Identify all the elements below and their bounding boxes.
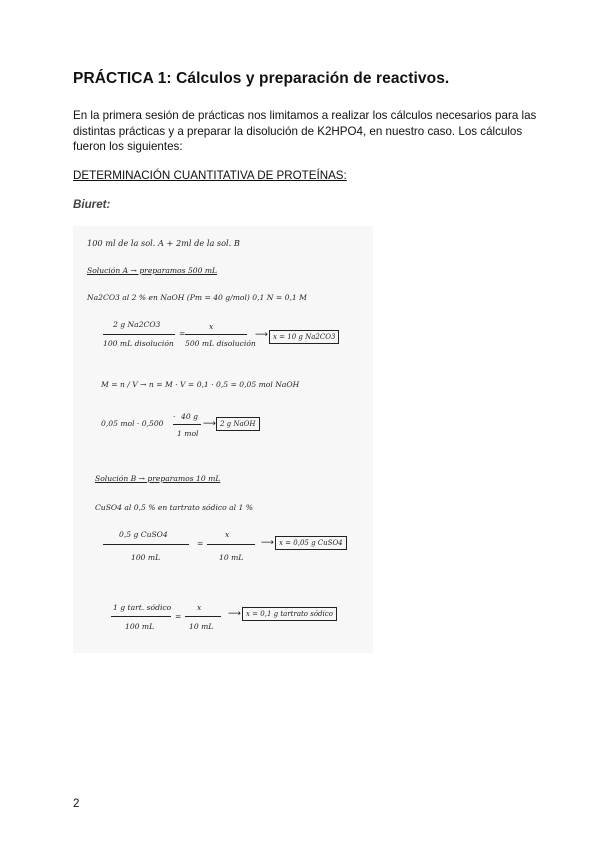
hw-f2-den: 1 mol (177, 429, 199, 438)
hw-f4-rnum: x (197, 603, 202, 612)
page-title: PRÁCTICA 1: Cálculos y preparación de reactivos. (73, 70, 450, 87)
hw-f4-num: 1 g tart. sódico (113, 603, 172, 612)
hw-f1-num: 2 g Na2CO3 (113, 320, 161, 329)
hw-f4-bar (111, 616, 171, 617)
handwritten-calculations-image (73, 226, 373, 653)
hw-f2-num: 40 g (181, 412, 198, 421)
hw-f3-num: 0,5 g CuSO4 (119, 530, 168, 539)
hw-f1-rnum: x (209, 322, 214, 331)
hw-f4-result: x = 0,1 g tartrato sódico (242, 607, 337, 621)
hw-arrow-1: ⟶ (255, 330, 268, 340)
hw-solution-b-desc: CuSO4 al 0,5 % en tartrato sódico al 1 % (95, 503, 253, 512)
hw-f4-rden: 10 mL (189, 622, 214, 631)
hw-f3-eq: = (197, 539, 204, 548)
hw-f3-den: 100 mL (131, 553, 161, 562)
hw-f3-rden: 10 mL (219, 553, 244, 562)
hw-f2-eq: · (173, 412, 176, 421)
hw-f3-bar (103, 544, 189, 545)
page-number: 2 (73, 797, 80, 810)
hw-f1-den: 100 mL disolución (103, 339, 174, 348)
hw-f1-rden: 500 mL disolución (185, 339, 256, 348)
hw-f4-eq: = (175, 612, 182, 621)
section-heading: DETERMINACIÓN CUANTITATIVA DE PROTEÍNAS: (73, 169, 347, 182)
hw-arrow-4: ⟶ (228, 609, 241, 619)
hw-f1-bar (103, 334, 175, 335)
subheading: Biuret: (73, 198, 111, 211)
hw-f2-left: 0,05 mol · 0,500 (101, 419, 164, 428)
hw-solution-b: Solución B → preparamos 10 mL (95, 474, 221, 483)
hw-line-mix: 100 ml de la sol. A + 2ml de la sol. B (87, 238, 240, 248)
hw-f2-bar (173, 424, 201, 425)
hw-f3-rbar (207, 544, 255, 545)
hw-f4-den: 100 mL (125, 622, 155, 631)
hw-arrow-3: ⟶ (261, 538, 274, 548)
hw-arrow-2: ⟶ (203, 419, 216, 429)
hw-solution-a-desc: Na2CO3 al 2 % en NaOH (Pm = 40 g/mol) 0,1 N = 0,1 M (87, 293, 307, 302)
intro-paragraph: En la primera sesión de prácticas nos limitamos a realizar los cálculos necesarios para las distintas prácticas y a preparar la disolución de K2HPO4, en nuestro caso. Los cálculos fueron los siguientes: (73, 109, 537, 153)
hw-solution-a: Solución A → preparamos 500 mL (87, 266, 218, 275)
hw-f1-rbar (185, 334, 247, 335)
hw-molarity: M = n / V → n = M · V = 0,1 · 0,5 = 0,05 mol NaOH (101, 380, 300, 389)
hw-f1-eq: = (179, 329, 186, 338)
hw-f2-result: 2 g NaOH (216, 417, 260, 431)
hw-f1-result: x = 10 g Na2CO3 (269, 330, 339, 344)
hw-f3-result: x = 0,05 g CuSO4 (275, 536, 347, 550)
hw-f3-rnum: x (225, 530, 230, 539)
hw-f4-rbar (185, 616, 221, 617)
